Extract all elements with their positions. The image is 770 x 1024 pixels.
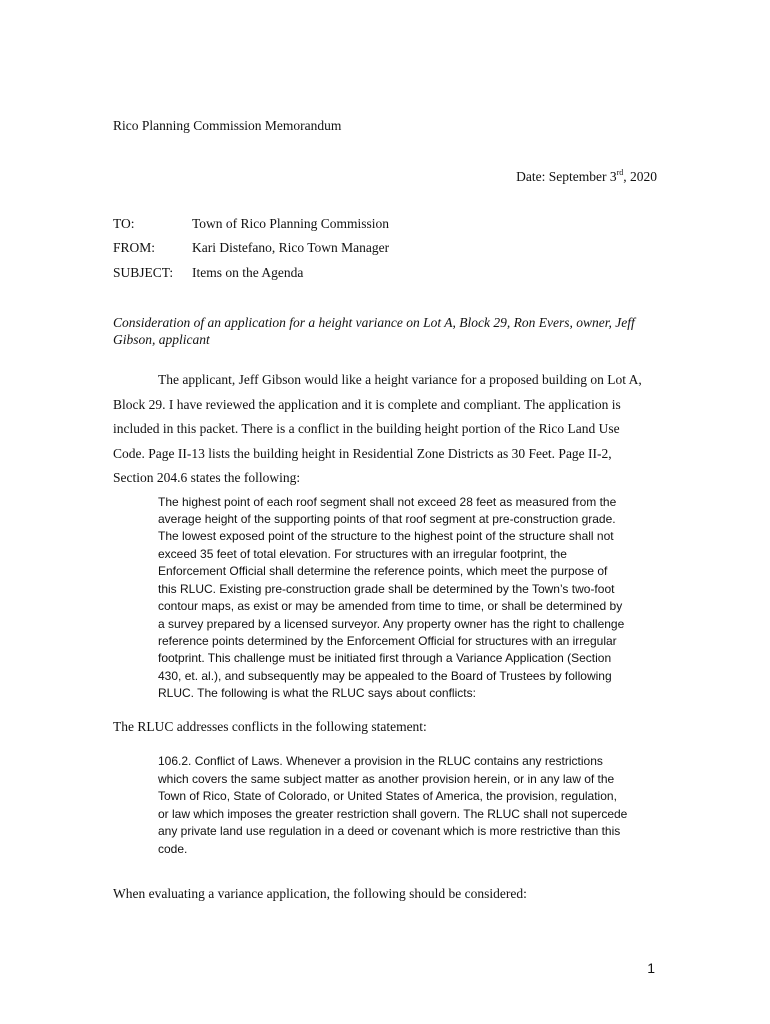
from-value: Kari Distefano, Rico Town Manager: [192, 240, 390, 255]
quote-line: contour maps, as exist or may be amended from time to time, or shall be determined by: [158, 599, 623, 613]
from-label: FROM:: [113, 240, 156, 255]
quote-line: a survey prepared by a licensed surveyor. Any property owner has the right to challenge: [158, 617, 625, 631]
quote-line: Town of Rico, State of Colorado, or United States of America, the provision, regulation,: [158, 789, 617, 803]
date-year: , 2020: [623, 169, 657, 184]
quote-line: which covers the same subject matter as another provision herein, or in any law of the: [158, 772, 615, 786]
page-number: 1: [647, 960, 655, 976]
quote-line: this RLUC. Existing pre-construction grade shall be determined by the Town’s two-foot: [158, 582, 615, 596]
body-line: Block 29. I have reviewed the application and it is complete and compliant. The application is: [113, 397, 621, 412]
quote-line: exceed 35 feet of total elevation. For structures with an irregular footprint, the: [158, 547, 567, 561]
quote-line: footprint. This challenge must be initiated first through a Variance Application (Section: [158, 651, 612, 665]
quote-line: or law which imposes the greater restriction shall govern. The RLUC shall not supercede: [158, 807, 628, 821]
quote-line: 106.2. Conflict of Laws. Whenever a provision in the RLUC contains any restrictions: [158, 754, 603, 768]
body-line: included in this packet. There is a conflict in the building height portion of the Rico Land Use: [113, 421, 620, 436]
quote-line: The lowest exposed point of the structure to the highest point of the structure shall not: [158, 529, 614, 543]
memo-date: [516, 168, 657, 185]
quote-line: reference points determined by the Enforcement Official for structures with an irregular: [158, 634, 617, 648]
body-line: Section 204.6 states the following:: [113, 470, 301, 485]
quote-line: code.: [158, 842, 188, 856]
date-prefix: Date: September 3: [516, 169, 617, 184]
quote-line: any private land use regulation in a deed or covenant which is more restrictive than this: [158, 824, 621, 838]
memo-title: Rico Planning Commission Memorandum: [113, 118, 342, 133]
quote-line: average height of the supporting points of that roof segment at pre-construction grade.: [158, 512, 616, 526]
quote-line: 430, et. al.), and subsequently may be appealed to the Board of Trustees by following: [158, 669, 612, 683]
quote-line: RLUC. The following is what the RLUC says about conflicts:: [158, 686, 476, 700]
conflicts-intro: The RLUC addresses conflicts in the following statement:: [113, 719, 427, 734]
date-ordinal-suffix: rd: [616, 168, 624, 177]
agenda-topic: Consideration of an application for a height variance on Lot A, Block 29, Ron Evers, owner, Jeff Gibson, applicant: [113, 315, 635, 347]
closing-line: When evaluating a variance application, the following should be considered:: [113, 886, 527, 901]
body-line: Code. Page II-13 lists the building height in Residential Zone Districts as 30 Feet. Page II-2,: [113, 446, 612, 461]
quote-line: Enforcement Official shall determine the reference points, which meet the purpose of: [158, 564, 608, 578]
to-label: TO:: [113, 216, 135, 231]
subject-label: SUBJECT:: [113, 265, 174, 280]
subject-value: Items on the Agenda: [192, 265, 304, 280]
to-value: Town of Rico Planning Commission: [192, 216, 390, 231]
quote-line: The highest point of each roof segment shall not exceed 28 feet as measured from the: [158, 495, 617, 509]
body-line: The applicant, Jeff Gibson would like a height variance for a proposed building on Lot A,: [158, 372, 642, 387]
